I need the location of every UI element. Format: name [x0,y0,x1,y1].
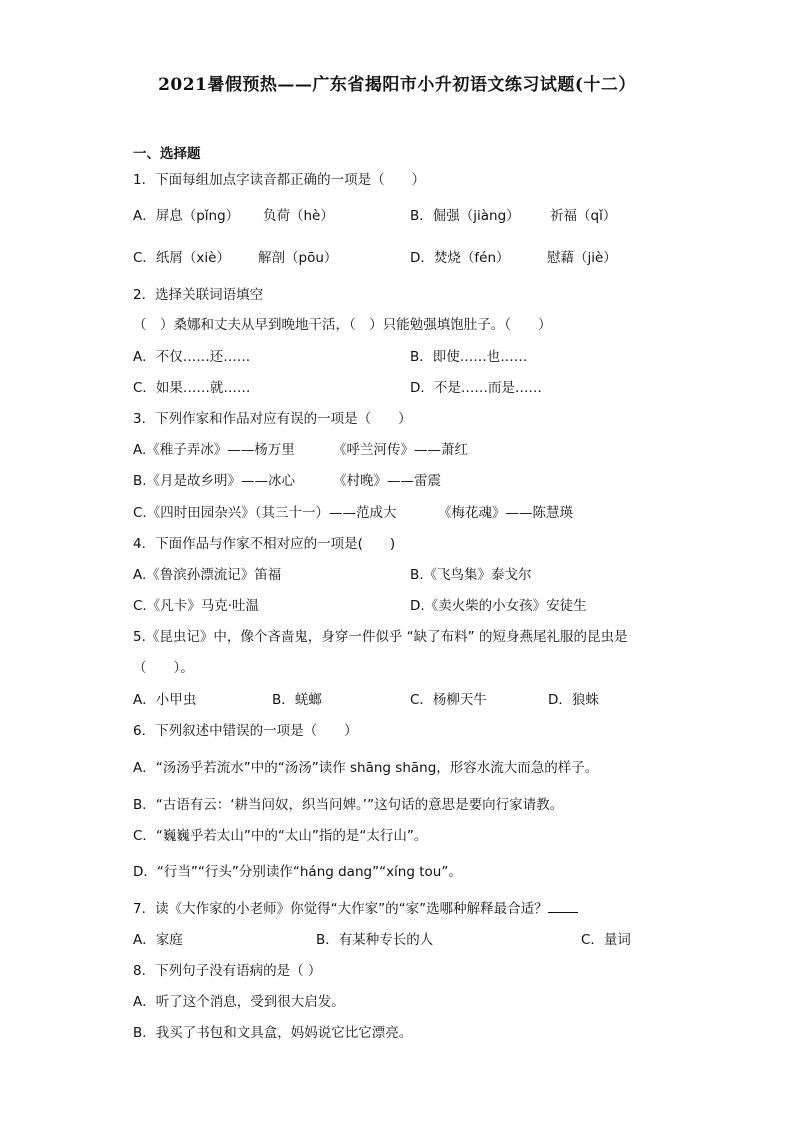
q7-stem-line [133,900,578,918]
q2-option-a: A．不仅……还…… [133,349,251,365]
q3-option-c: C.《四时田园杂兴》（其三十一）——范成大 [133,505,397,521]
q1-stem: 1．下面每组加点字读音都正确的一项是（ ） [133,172,426,188]
q3-option-c-work2: 《梅花魂》——陈慧瑛 [438,505,573,521]
section-heading: 一、选择题 [133,146,201,162]
q5-option-d: D．狼蛛 [548,692,599,708]
q7-option-a: A．家庭 [133,932,183,948]
q1-option-b: B．倔强（jiàng） [410,208,520,224]
q1-option-a: A．屏息（pǐng） [133,208,240,224]
q4-option-c: C.《凡卡》马克·吐温 [133,598,260,614]
q2-stem: 2．选择关联词语填空 [133,287,264,303]
q5-option-c: C．杨柳天牛 [410,692,487,708]
q1-option-c: C．纸屑（xiè） [133,250,230,266]
q6-option-d: D．“行当”“行头”分别读作“háng dang”“xíng tou”。 [133,864,462,880]
q3-option-a: A.《稚子弄冰》——杨万里 [133,442,295,458]
q2-option-b: B．即使……也…… [410,349,528,365]
q7-answer-blank [548,900,578,913]
q4-option-a: A.《鲁滨孙漂流记》笛福 [133,567,282,583]
q8-option-a: A．听了这个消息，受到很大启发。 [133,994,345,1010]
q1-option-c-word2: 解剖（pōu） [258,250,338,266]
q5-stem: 5.《昆虫记》中，像个吝啬鬼，身穿一件似乎 “缺了布料” 的短身燕尾礼服的昆虫是 [133,629,628,645]
q5-answer-paren: （ ）。 [133,660,194,676]
q2-option-d: D．不是……而是…… [410,380,542,396]
q4-option-d: D.《卖火柴的小女孩》安徒生 [410,598,587,614]
q4-option-b: B.《飞鸟集》泰戈尔 [410,567,532,583]
page-title: 2021暑假预热——广东省揭阳市小升初语文练习试题(十二） [158,75,636,95]
q6-stem: 6．下列叙述中错误的一项是（ ） [133,723,358,739]
q8-stem: 8．下列句子没有语病的是（ ） [133,963,322,979]
q4-stem: 4．下面作品与作家不相对应的一项是( ) [133,536,396,552]
q3-option-b: B.《月是故乡明》——冰心 [133,473,296,489]
q7-option-c: C．量词 [581,932,631,948]
q2-sentence: （ ）桑娜和丈夫从早到晚地干活，（ ）只能勉强填饱肚子。（ ） [133,317,552,333]
q1-option-d: D．焚烧（fén） [410,250,510,266]
q2-option-c: C．如果……就…… [133,380,251,396]
q3-option-b-work2: 《村晚》——雷震 [333,473,441,489]
q6-option-a: A．“汤汤乎若流水”中的“汤汤”读作 shāng shāng，形容水流大而急的样子。 [133,760,599,776]
q3-stem: 3．下列作家和作品对应有误的一项是（ ） [133,411,412,427]
q6-option-b: B．“古语有云：‘耕当问奴，织当问婢。’”这句话的意思是要向行家请教。 [133,797,564,813]
q5-option-b: B．蜣螂 [272,692,322,708]
q3-option-a-work2: 《呼兰河传》——萧红 [333,442,468,458]
q5-option-a: A．小甲虫 [133,692,197,708]
q1-option-a-word2: 负荷（hè） [263,208,334,224]
q6-option-c: C．“巍巍乎若太山”中的“太山”指的是“太行山”。 [133,828,428,844]
q1-option-b-word2: 祈福（qǐ） [550,208,617,224]
q7-option-b: B．有某种专长的人 [316,932,434,948]
q1-option-d-word2: 慰藉（jiè） [547,250,617,266]
q8-option-b: B．我买了书包和文具盒，妈妈说它比它漂亮。 [133,1025,413,1041]
q7-stem: 7．读《大作家的小老师》你觉得“大作家”的“家”选哪种解释最合适？ [133,901,548,917]
